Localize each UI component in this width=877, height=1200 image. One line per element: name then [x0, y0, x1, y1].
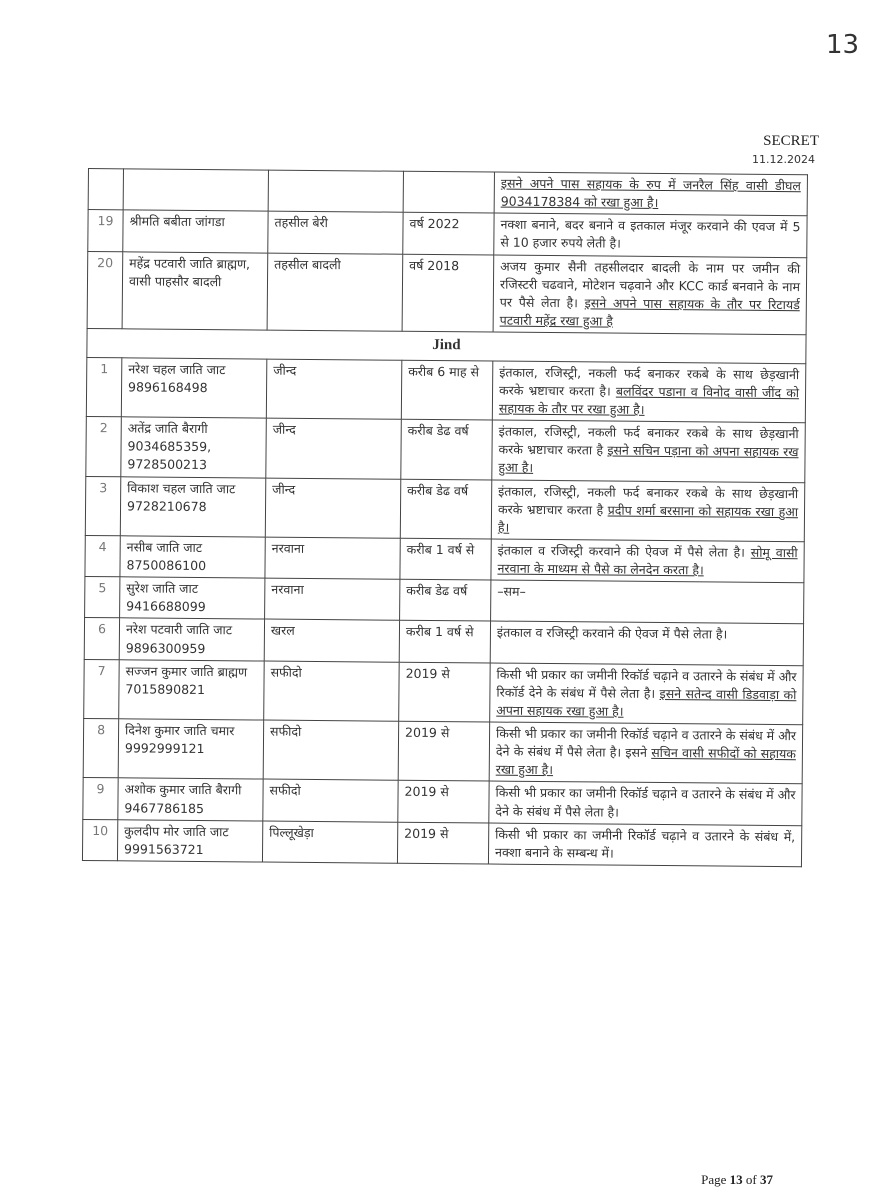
cell-name: अतेंद्र जाति बैरागी 9034685359, 9728500213 [121, 417, 267, 478]
cell-duration: 2019 से [399, 662, 491, 722]
cell-name [123, 169, 268, 212]
table-row [85, 577, 804, 625]
cell-name: नसीब जाति जाट 8750086100 [120, 536, 265, 579]
table-row [84, 659, 803, 725]
cell-description [494, 213, 807, 257]
description-text: अजय कुमार सैनी तहसीलदार बादली के नाम पर जमीन की रजिस्टरी चढवाने, मोटेशन चढ़वाने और KCC कार्ड बनवाने के नाम पर पैसे लेता है। [499, 258, 801, 311]
description-text: इंतकाल व रजिस्ट्री करवाने की ऐवज में पैसे लेता है। [497, 542, 745, 560]
description-underlined: इसने सतेन्द वासी डिडवाड़ा को अपना सहायक रखा हुआ है। [496, 685, 797, 719]
cell-description [488, 823, 801, 867]
cell-description [494, 172, 807, 216]
cell-num: 8 [83, 718, 119, 778]
footer-of: of [745, 1172, 757, 1187]
cell-place: तहसील बादली [267, 253, 403, 332]
cell-place: पिल्लूखेड़ा [262, 821, 397, 863]
cell-description [491, 480, 805, 542]
cell-name: नरेश पटवारी जाति जाट 9896300959 [119, 618, 264, 661]
description-underlined: सचिन वासी सफीदों को सहायक रखा हुआ है। [495, 745, 796, 778]
cell-num: 20 [87, 251, 123, 329]
description-text: इंतकाल व रजिस्ट्री करवाने की ऐवज में पैसे लेता है। [496, 624, 728, 642]
cell-description [490, 621, 803, 665]
cell-num: 1 [86, 357, 122, 417]
description-text: इंतकाल, रजिस्ट्री, नकली फर्द बनाकर रकबे के साथ छेड़खानी करके भ्रष्टाचार करता है। [499, 364, 800, 399]
footer-prefix: Page [701, 1172, 727, 1187]
cell-num: 5 [85, 577, 120, 619]
cell-duration: 2019 से [398, 781, 489, 823]
cell-description [493, 255, 807, 335]
cell-description [492, 420, 806, 482]
description-text: किसी भी प्रकार का जमीनी रिकॉर्ड चढ़ाने व उतारने के संबंध में, नक्शा बनाने के सम्बन्ध में। [494, 826, 796, 861]
cell-name: कुलदीप मोर जाति जाट 9991563721 [117, 819, 262, 862]
description-text: नक्शा बनाने, बदर बनाने व इतकाल मंजूर करवाने की एवज में 5 से 10 हजार रुपये लेती है। [500, 216, 801, 252]
cell-name: विकाश चहल जाति जाट 9728210678 [120, 476, 266, 537]
table-row [85, 476, 804, 542]
cell-name: सुरेश जाति जाट 9416688099 [120, 577, 265, 620]
cell-name: श्रीमति बबीता जांगडा [123, 210, 268, 253]
description-text: किसी भी प्रकार का जमीनी रिकॉर्ड चढ़ाने व उतारने के संबंध में और देने के संबंध में पैसे लेता है। इसने [495, 725, 797, 761]
footer-total: 37 [760, 1172, 773, 1187]
cell-num: 7 [84, 659, 120, 719]
description-underlined: इसने अपने पास सहायक के रुप में जनरैल सिंह वासी डीघल 9034178384 को रखा हुआ है। [500, 175, 801, 211]
table-row [83, 778, 802, 826]
footer-page: 13 [729, 1172, 743, 1187]
cell-place [268, 170, 403, 212]
cell-description [492, 361, 806, 423]
cell-place: सफीदो [264, 661, 400, 722]
cell-duration [403, 171, 494, 213]
cell-num [88, 169, 123, 211]
description-underlined: इसने सचिन पड़ाना को अपना सहायक रख हुआ है। [498, 442, 799, 476]
description-underlined: प्रदीप शर्मा बरसाना को सहायक रखा हुआ है। [497, 502, 799, 535]
section-title: Jind [87, 328, 806, 363]
cell-duration: करीब 6 माह से [401, 360, 493, 420]
cell-duration: करीब डेढ वर्ष [400, 479, 492, 539]
cell-place: जीन्द [266, 418, 402, 479]
cell-duration: वर्ष 2018 [402, 254, 494, 332]
cell-name: दिनेश कुमार जाति चमार 9992999121 [118, 719, 264, 780]
table-row [83, 718, 802, 784]
cell-duration: 2019 से [398, 721, 490, 781]
cell-description [491, 580, 804, 624]
cell-num: 19 [88, 210, 123, 252]
cell-num: 2 [86, 417, 122, 477]
cell-num: 10 [82, 819, 117, 861]
cell-place: सफीदो [263, 720, 399, 781]
cell-name: अशोक कुमार जाति बैरागी 9467786185 [118, 778, 263, 821]
handwritten-page-number: 13 [826, 30, 860, 60]
description-underlined: बलविंदर पडाना व विनोद वासी जींद को सहायक के तौर पर रखा हुआ है। [498, 383, 800, 417]
table-row [82, 819, 801, 867]
description-text: इंतकाल, रजिस्ट्री, नकली फर्द बनाकर रकबे के साथ छेड़खानी करके भ्रष्टाचार करता है [497, 483, 799, 518]
description-underlined: सोमू वासी नरवाना के माध्यम से पैसे का लेनदेन करता है। [497, 544, 798, 578]
table-row-continuation [88, 169, 807, 217]
page-footer [701, 1172, 773, 1188]
cell-place: खरल [264, 619, 399, 661]
description-text: –सम– [497, 583, 526, 599]
table-row [87, 251, 807, 335]
table-row [86, 357, 805, 423]
cell-place: जीन्द [265, 478, 401, 539]
cell-description [490, 663, 804, 725]
cell-num: 6 [84, 618, 119, 660]
cell-description [491, 539, 804, 583]
cell-num: 9 [83, 778, 118, 820]
cell-name: सज्जन कुमार जाति ब्राह्मण 7015890821 [119, 659, 265, 720]
cell-duration: करीब डेढ वर्ष [401, 419, 493, 479]
table-row [85, 535, 804, 583]
classification-label: SECRET [763, 133, 819, 149]
cell-place: जीन्द [266, 359, 402, 420]
table-row [86, 417, 805, 483]
table-row [84, 618, 803, 666]
cell-duration: करीब 1 वर्ष से [400, 538, 491, 580]
description-text: किसी भी प्रकार का जमीनी रिकॉर्ड चढ़ाने व उतारने के संबंध में और रिकॉर्ड देने के संबंध में पैसे लेता है। [496, 666, 797, 701]
cell-place: नरवाना [265, 537, 400, 579]
cell-name: नरेश चहल जाति जाट 9896168498 [121, 358, 267, 419]
cell-num: 4 [85, 535, 120, 577]
cell-place: सफीदो [263, 779, 398, 821]
document-date: 11.12.2024 [752, 153, 815, 166]
cell-description [489, 722, 803, 784]
cell-place: तहसील बेरी [268, 211, 403, 253]
cell-duration: वर्ष 2022 [403, 213, 494, 255]
complaint-table [82, 168, 808, 867]
cell-description [489, 781, 802, 825]
description-text: इंतकाल, रजिस्ट्री, नकली फर्द बनाकर रकबे के साथ छेड़खानी करके भ्रष्टाचार करता है [498, 423, 799, 458]
cell-duration: करीब डेढ वर्ष [400, 579, 491, 621]
description-text: किसी भी प्रकार का जमीनी रिकॉर्ड चढ़ाने व उतारने के संबंध में और देने के संबंध में पैसे लेता है। [495, 784, 796, 820]
table-row [88, 210, 807, 258]
cell-num: 3 [85, 476, 121, 536]
cell-duration: करीब 1 वर्ष से [399, 621, 490, 663]
description-underlined: इसने अपने पास सहायक के तौर पर रिटायर्ड पटवारी महेंद्र रखा हुआ है [499, 295, 800, 329]
cell-duration: 2019 से [397, 822, 488, 864]
cell-place: नरवाना [265, 578, 400, 620]
cell-name: महेंद्र पटवारी जाति ब्राह्मण, वासी पाहसौर बादली [122, 251, 268, 330]
